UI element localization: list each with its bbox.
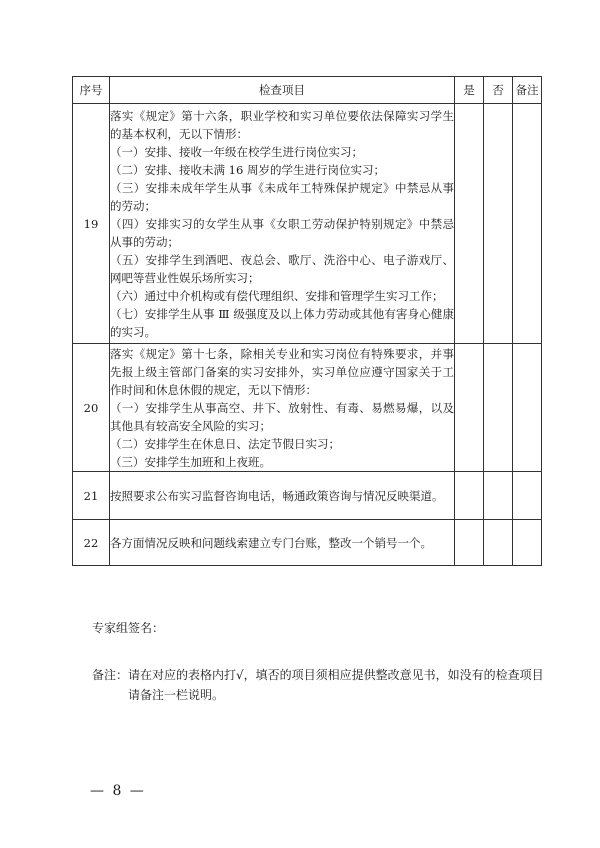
header-note: 备注: [513, 77, 542, 104]
item-line: 落实《规定》第十六条，职业学校和实习单位要依法保障实习学生的基本权利，无以下情形：: [110, 108, 454, 141]
remark-label: 备注：: [92, 668, 129, 682]
header-yes: 是: [455, 77, 484, 104]
row-number: 22: [73, 520, 110, 566]
check-item-cell: [110, 520, 455, 566]
check-item-cell: [110, 104, 455, 344]
item-line: 落实《规定》第十七条，除相关专业和实习岗位有特殊要求，并事先报上级主管部门备案的实习安排外，实习单位应遵守国家关于工作时间和休息休假的规定，无以下情形：: [110, 346, 454, 397]
item-line: （六）通过中介机构或有偿代理组织、安排和管理学生实习工作；: [110, 288, 444, 303]
item-line: （三）安排学生加班和上夜班。: [110, 454, 271, 469]
yes-cell[interactable]: [455, 520, 484, 566]
no-cell[interactable]: [484, 344, 513, 472]
table-row: [73, 104, 542, 344]
item-line: （一）安排学生从事高空、井下、放射性、有毒、易燃易爆，以及其他具有较高安全风险的实习；: [110, 400, 454, 433]
no-cell[interactable]: [484, 472, 513, 520]
header-serial-number: 序号: [73, 77, 110, 104]
item-line: （五）安排学生到酒吧、夜总会、歌厅、洗浴中心、电子游戏厅、网吧等营业性娱乐场所实习；: [110, 252, 454, 285]
note-cell[interactable]: [513, 472, 542, 520]
row-number: 20: [73, 344, 110, 472]
note-cell[interactable]: [513, 344, 542, 472]
header-no: 否: [484, 77, 513, 104]
item-line: 按照要求公布实习监督咨询电话，畅通政策咨询与情况反映渠道。: [110, 488, 444, 503]
inspection-table: [72, 76, 542, 566]
yes-cell[interactable]: [455, 344, 484, 472]
yes-cell[interactable]: [455, 104, 484, 344]
row-number: 21: [73, 472, 110, 520]
no-cell[interactable]: [484, 520, 513, 566]
item-line: （二）安排学生在休息日、法定节假日实习；: [110, 436, 340, 451]
expert-signature-label: 专家组签名：: [92, 621, 165, 635]
row-number: 19: [73, 104, 110, 344]
item-line: （三）安排未成年学生从事《未成年工特殊保护规定》中禁忌从事的劳动；: [110, 180, 454, 213]
item-line: （一）安排、接收一年级在校学生进行岗位实习；: [110, 144, 363, 159]
item-line: （二）安排、接收未满 16 周岁的学生进行岗位实习；: [110, 162, 385, 177]
yes-cell[interactable]: [455, 472, 484, 520]
item-line: （四）安排实习的女学生从事《女职工劳动保护特别规定》中禁忌从事的劳动；: [110, 216, 454, 249]
table-row: [73, 472, 542, 520]
table-row: [73, 520, 542, 566]
page-number: — 8 —: [90, 783, 146, 799]
table-row: [73, 344, 542, 472]
table-header-row: [73, 77, 542, 104]
header-check-item: 检查项目: [110, 77, 455, 104]
check-item-cell: [110, 472, 455, 520]
remark-text: 请在对应的表格内打√，填否的项目须相应提供整改意见书，如没有的检查项目请备注一栏说明。: [128, 668, 544, 702]
check-item-cell: [110, 344, 455, 472]
no-cell[interactable]: [484, 104, 513, 344]
remark-note: [92, 665, 552, 705]
item-line: （七）安排学生从事 Ⅲ 级强度及以上体力劳动或其他有害身心健康的实习。: [110, 306, 454, 339]
note-cell[interactable]: [513, 104, 542, 344]
note-cell[interactable]: [513, 520, 542, 566]
item-line: 各方面情况反映和问题线索建立专门台账，整改一个销号一个。: [110, 535, 432, 550]
